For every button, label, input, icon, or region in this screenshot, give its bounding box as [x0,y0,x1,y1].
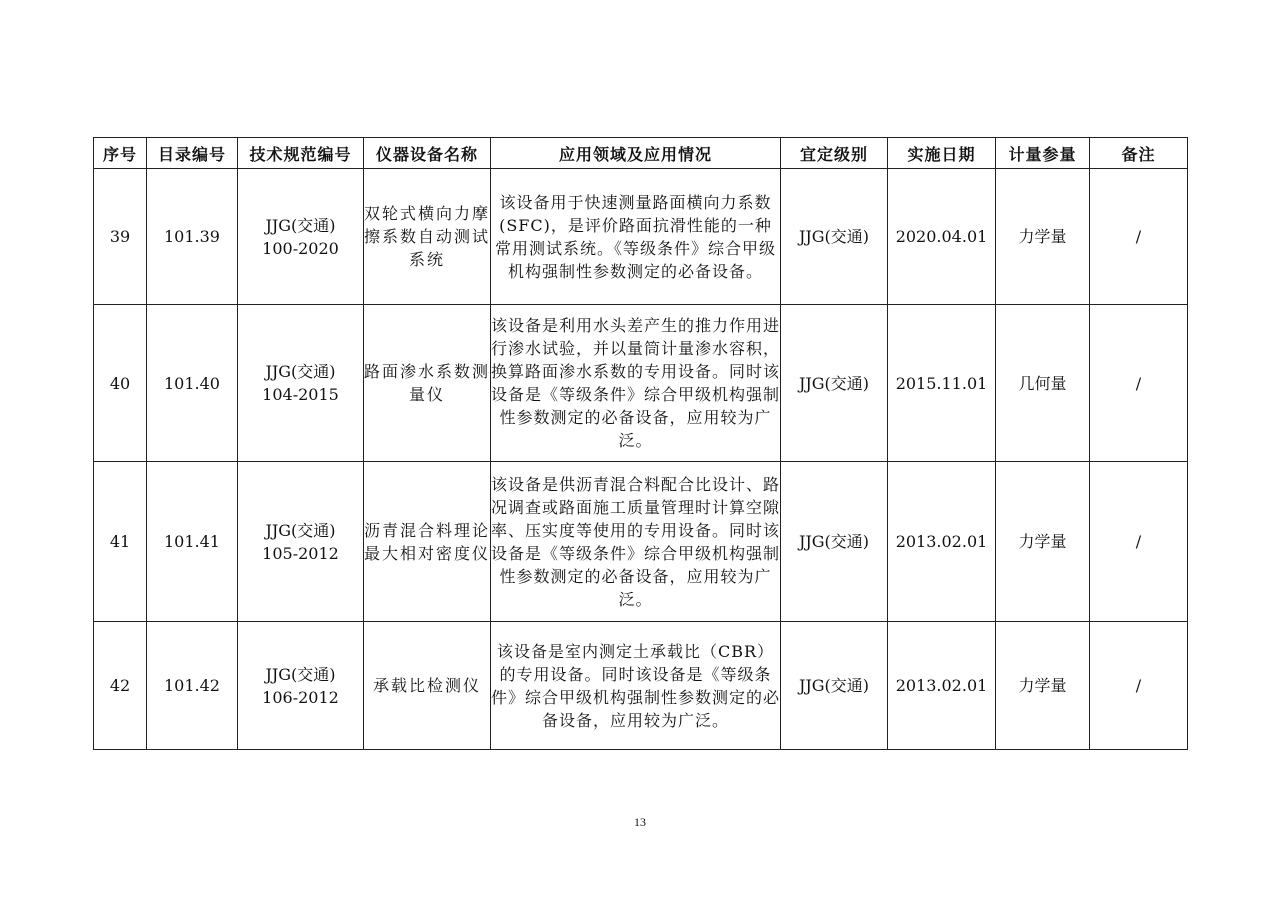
spec-no-line-2: 106-2012 [262,687,339,707]
cell-device-name: 沥青混合料理论最大相对密度仪 [364,462,491,622]
cell-catalog-no: 101.40 [147,305,238,462]
cell-date: 2013.02.01 [888,622,996,750]
cell-remark: / [1090,169,1188,305]
cell-seq: 42 [94,622,147,750]
spec-no-line-1: JJG(交通) [265,664,336,684]
cell-application: 该设备是室内测定土承载比（CBR）的专用设备。同时该设备是《等级条件》综合甲级机构强制性参数测定的必备设备，应用较为广泛。 [491,622,781,750]
cell-device-name: 路面渗水系数测量仪 [364,305,491,462]
header-level: 宜定级别 [781,138,888,169]
cell-date: 2013.02.01 [888,462,996,622]
cell-seq: 40 [94,305,147,462]
spec-no-line-1: JJG(交通) [265,520,336,540]
cell-level: JJG(交通) [781,305,888,462]
cell-param: 几何量 [996,305,1090,462]
cell-remark: / [1090,305,1188,462]
table-row [94,305,1188,462]
equipment-table [93,137,1188,750]
spec-no-line-2: 100-2020 [262,238,339,258]
cell-level: JJG(交通) [781,622,888,750]
header-application: 应用领域及应用情况 [491,138,781,169]
page-number: 13 [634,815,646,829]
cell-level: JJG(交通) [781,169,888,305]
spec-no-line-2: 104-2015 [262,385,339,404]
header-device-name: 仪器设备名称 [364,138,491,169]
table-row [94,622,1188,750]
cell-application: 该设备用于快速测量路面横向力系数(SFC)，是评价路面抗滑性能的一种常用测试系统。《等级条件》综合甲级机构强制性参数测定的必备设备。 [491,169,781,305]
spec-no-line-1: JJG(交通) [265,362,336,381]
header-date: 实施日期 [888,138,996,169]
cell-param: 力学量 [996,462,1090,622]
header-remark: 备注 [1090,138,1188,169]
header-param: 计量参量 [996,138,1090,169]
cell-param: 力学量 [996,169,1090,305]
cell-seq: 41 [94,462,147,622]
cell-catalog-no: 101.41 [147,462,238,622]
cell-date: 2020.04.01 [888,169,996,305]
cell-param: 力学量 [996,622,1090,750]
header-seq: 序号 [94,138,147,169]
cell-remark: / [1090,462,1188,622]
cell-spec-no [238,622,364,750]
cell-spec-no [238,305,364,462]
cell-application: 该设备是利用水头差产生的推力作用进行渗水试验，并以量筒计量渗水容积，换算路面渗水系数的专用设备。同时该设备是《等级条件》综合甲级机构强制性参数测定的必备设备，应用较为广泛。 [491,305,781,462]
cell-catalog-no: 101.39 [147,169,238,305]
cell-device-name: 双轮式横向力摩擦系数自动测试系统 [364,169,491,305]
cell-spec-no [238,462,364,622]
cell-seq: 39 [94,169,147,305]
spec-no-line-1: JJG(交通) [265,215,336,235]
cell-date: 2015.11.01 [888,305,996,462]
cell-spec-no [238,169,364,305]
cell-device-name: 承载比检测仪 [364,622,491,750]
cell-application: 该设备是供沥青混合料配合比设计、路况调查或路面施工质量管理时计算空隙率、压实度等使用的专用设备。同时该设备是《等级条件》综合甲级机构强制性参数测定的必备设备，应用较为广泛。 [491,462,781,622]
cell-catalog-no: 101.42 [147,622,238,750]
header-row [94,138,1188,169]
cell-level: JJG(交通) [781,462,888,622]
cell-remark: / [1090,622,1188,750]
spec-no-line-2: 105-2012 [262,543,339,563]
header-spec-no: 技术规范编号 [238,138,364,169]
table-row [94,462,1188,622]
table-row [94,169,1188,305]
header-catalog-no: 目录编号 [147,138,238,169]
